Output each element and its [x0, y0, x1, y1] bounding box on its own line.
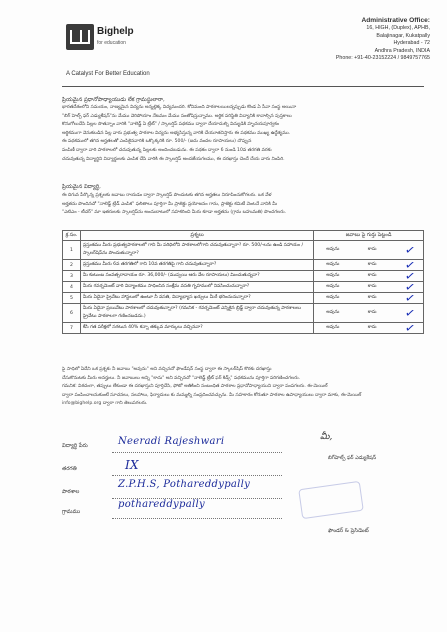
table-row	[63, 304, 424, 323]
paragraph-line: పంపిణీ ద్వారా వారి పాఠశాలలో చదువుతున్న పిల్లలకు అందించబడును. ఈ పథకం ద్వారా 6 నుండి 10వ తరగతి వరకు	[62, 147, 272, 153]
answer-no[interactable]: కాదు	[367, 325, 377, 330]
village-line	[112, 518, 282, 519]
paragraph-line: ఈ పథకములో తగిన అర్హతలతో ఎంపికైనవారికి ఒక్కొక్కరికి రూ. 500/- (ఐదు వందల రూపాయలు) చొప్పున	[62, 139, 252, 145]
checkmark-icon: ✓	[403, 290, 417, 306]
answer-no[interactable]: కాదు	[367, 284, 377, 289]
office-line: Balajinagar, Kukatpally	[376, 32, 430, 39]
table-row	[63, 293, 424, 304]
paragraph-line: అర్థికముగా వెనుకబడిన పిల్ల వారు ప్రభుత్వ పాఠశాల విద్యను అభ్యసిస్తున్న వారికి చేయూతనిస్తారు ఈ పథకము ముఖ్య ఉద్దేశ్యము.	[62, 130, 291, 136]
answer-yes[interactable]: అవును	[326, 284, 340, 289]
table-row	[63, 282, 424, 293]
paragraph-line: చేసుకొనుటకు మీరు అనర్హులు. నీ జవాబులు అన్ని "కాదు" అని వచ్చినచో "నాలెడ్జ్ ట్రీట్ ఫర్ కిడ్స్" పథకమును పూర్తిగా పరిగణించగలరు.	[62, 375, 301, 381]
row-number: 7	[63, 323, 81, 334]
question-text: ప్రస్తుతము మీరు 6వ తరగతిలో గాని 10వ తరగతిపై గాని చదువుతున్నారా?	[80, 260, 313, 271]
row-number: 1	[63, 241, 81, 260]
table-header-row	[63, 231, 424, 241]
eligibility-table	[62, 230, 424, 334]
office-title: Administrative Office:	[361, 17, 430, 24]
table-row	[63, 323, 424, 334]
faded-stamp-icon	[298, 481, 364, 519]
class-line	[112, 475, 282, 476]
brand-subtitle: for education	[97, 40, 126, 46]
instructions-paragraph	[62, 192, 424, 218]
office-address	[280, 16, 430, 63]
column-header-answer: జవాబు పై గుర్తు పెట్టండి	[314, 231, 424, 241]
paragraph-line: ద్వారా పంపించాలనుకుంటే సూచనలు, సలహాలు, ఫిర్యాదులు కు మమ్మల్ని సంప్రదించవచ్చును. మీ సహకారం కోరుతూ పాఠశాల ఉపాధ్యాయులు ద్వారా మాకు, ఈ-మెయిల్	[62, 392, 362, 398]
student-name-line	[112, 452, 282, 453]
school-label: పాఠశాల	[62, 489, 80, 495]
answer-no[interactable]: కాదు	[367, 247, 377, 252]
table-row	[63, 260, 424, 271]
intro-paragraph	[62, 104, 424, 164]
column-header-questions: ప్రశ్నలు	[80, 231, 313, 241]
answer-yes[interactable]: అవును	[326, 273, 340, 278]
checkmark-icon: ✓	[403, 268, 417, 284]
office-line: 16, HIGH, (Duplex), APHB,	[366, 25, 430, 31]
greeting: ప్రియమైన ప్రధానోపాధ్యాయుడు లేక గ్రామస్థులారా,	[62, 97, 165, 103]
checkmark-icon: ✓	[403, 320, 417, 336]
paragraph-line: ఈ దిగువ పేర్కొన్న ప్రశ్నలకు జవాబు రాయడం ద్వారా స్కాలర్షిప్ పొందుటకు తగిన అర్హతలు నిరూపించుకోగలరు. ఒక వేళ	[62, 193, 272, 198]
question-text: మీరు ఏదైనా ప్రైవేటు హాస్టలులో ఉంటూ నీ వసతి, విద్యాభ్యాస ఖర్చులు మీరే భరించుచున్నారా?	[80, 293, 313, 304]
student-greeting: ప్రియమైన విద్యార్థి,	[62, 184, 101, 190]
paragraph-line: info@bighelp.org ద్వారా గాని తెలుపగలరు.	[62, 401, 148, 407]
checkmark-icon: ✓	[403, 257, 417, 273]
brand-name: Bighelp	[97, 26, 134, 37]
question-text: మీ కుటుంబ సంవత్సరాదాయం రూ. 36,000/- (ముప్పయి ఆరు వేల రూపాయలు) మించుతున్నదా?	[80, 271, 313, 282]
paragraph-line: పై సాధిలో ఏదేని ఒక ప్రశ్నకు నీ జవాబు "అవును" అని వచ్చినచో ఫౌండేషన్ సంస్థ ద్వారా ఈ స్కాలర్‌షిప్ కొరకు దరఖాస్తు	[62, 367, 272, 372]
checkmark-icon: ✓	[403, 305, 417, 321]
village-label: గ్రామము	[62, 509, 81, 515]
header-divider	[62, 86, 424, 87]
tagline: A Catalyst For Better Education	[66, 71, 150, 77]
checkmark-icon: ✓	[403, 279, 417, 295]
row-number: 3	[63, 271, 81, 282]
office-line: Andhra Pradesh, INDIA	[374, 47, 430, 54]
office-line: Hyderabad - 72	[393, 40, 430, 47]
paragraph-line: గమనిక: విశదంగా, తప్పులు లేకుండా ఈ దరఖాస్తుని పూర్తిచేసి, ఫోటో అతికించి సంబంధిత పాఠశాల ప్రధానోపాధ్యాయుని ద్వారా పంపగలరు. ఈ-మెయిల్	[62, 384, 328, 390]
office-phone: Phone: +91-40-23152224 / 9849757765	[335, 55, 430, 62]
answer-no[interactable]: కాదు	[367, 310, 377, 315]
paragraph-line: భారతదేశంలోని సమయం, నాణ్యమైన విద్యను అన్నట్లెక్క విద్యమందరి. కోనిమంది పాఠశాలయిలన్నప్పుడు కొండ ఏ సేవా సంస్థ అయినా	[62, 105, 297, 110]
column-header-number: క్ర.సం.	[63, 231, 81, 241]
paragraph-line: అర్హతను పొందినచో "నాలెడ్జ్ ట్రేడ్ ఎంపిక" ఫలితాలు పూర్తిగా మీ ప్రాజెక్టు ప్రయోజనం గాను, ప్రాజెక్టు కమిటీ వెంటనే వానికి మీ	[62, 201, 278, 207]
paragraph-line: కొనుగోలుచేసి పిల్లల సొతన్నాం వారికి "నాలెడ్జ్ ఏ ట్రీట్" / స్కాలర్షిప్ పథకము ద్వారా దేయాదుల్ని విద్యుడికి హృదయపూర్వకం	[62, 122, 279, 128]
answer-cell[interactable]	[314, 290, 424, 306]
answer-no[interactable]: కాదు	[367, 273, 377, 278]
student-name-value[interactable]: Neeradi Rajeshwari	[118, 436, 225, 447]
row-number: 5	[63, 293, 81, 304]
school-value[interactable]: Z.P.H.S, Pothareddypally	[118, 479, 251, 490]
bighelp-logo-icon	[66, 24, 94, 50]
table-row	[63, 241, 424, 260]
question-text: కేసి గత పరీక్షలో సగటున 40% కన్నా తక్కువ మార్కులు వచ్చినవా?	[80, 323, 313, 334]
note-paragraph	[62, 366, 424, 409]
answer-yes[interactable]: అవును	[326, 247, 340, 252]
answer-yes[interactable]: అవును	[326, 295, 340, 300]
answer-no[interactable]: కాదు	[367, 295, 377, 300]
row-number: 2	[63, 260, 81, 271]
class-label: తరగతి	[62, 466, 77, 472]
paragraph-line: "బిగ్ హెల్ప్ ఫర్ ఎడ్యుకేషన్"ను మేము వెరిపోయాం నేటమం మేము సంతోషిస్తున్నాము. అర్థిక పరిస్థితి విద్యానికి కావాల్సిన పుస్తకాలు	[62, 113, 292, 119]
question-text: మీరు ఏదైనా ప్రయివేటు పాఠశాలలో చదువుతున్నారా? (గమనిక - గవర్నమెంట్ ఎన్నికైన బ్రిడ్జ్ ద్వారా చదువుతున్న పాఠశాలలు ప్రైవేటు పాఠశాలగా గణించబడదు.)	[80, 304, 313, 323]
organization-name: బిగ్‌హెల్ప్ ఫర్ ఎడ్యుకేషన్	[328, 455, 377, 461]
row-number: 4	[63, 282, 81, 293]
paragraph-line: చదువుతున్న విద్యార్థిని విద్యార్థులకు ఎంపిక చేసి వారికి ఈ స్కాలర్షిప్ అందజేయగలము, ఈ దరఖాస్తు చెందే చేయ వారు నింపిరి.	[62, 156, 285, 162]
village-value[interactable]: pothareddypally	[118, 499, 205, 510]
paragraph-line: "ఎటిఎం - టీచర్" మా ఇతరులకు స్కాలర్షిప్‌ను అందుబాటులో సహకరించి మీరు కూడా అర్హతను (గ్రామ బహుమతి) పొందగలరు.	[62, 210, 287, 216]
table-row	[63, 271, 424, 282]
answer-yes[interactable]: అవును	[326, 325, 340, 330]
class-value[interactable]: IX	[125, 458, 139, 472]
row-number: 6	[63, 304, 81, 323]
student-name-label: విద్యార్థి పేరు	[62, 443, 88, 449]
question-text: మీరు గవర్నమెంట్ వారి విద్యాంశము సాధించిన సంక్షేమ వసతి గృహములో నివసించుచున్నారా?	[80, 282, 313, 293]
checkmark-icon: ✓	[403, 242, 417, 258]
answer-cell[interactable]	[314, 320, 424, 336]
question-text: ప్రస్తుతము మీరు ప్రభుత్వపాఠశాలలో గాని మీ పరిధిలోని పాఠశాలలోగాని చదువుతున్నారా? రూ. 500/-లను ఉండి సహాయం / స్కాలర్‌షిప్‌ను పొందుతున్నారా?	[80, 241, 313, 260]
answer-no[interactable]: కాదు	[367, 262, 377, 267]
answer-yes[interactable]: అవును	[326, 262, 340, 267]
answer-yes[interactable]: అవును	[326, 310, 340, 315]
founder-title: ఫౌండర్ & ప్రెసిడెంట్	[328, 528, 369, 534]
signature-yours: మీ,	[320, 432, 333, 442]
